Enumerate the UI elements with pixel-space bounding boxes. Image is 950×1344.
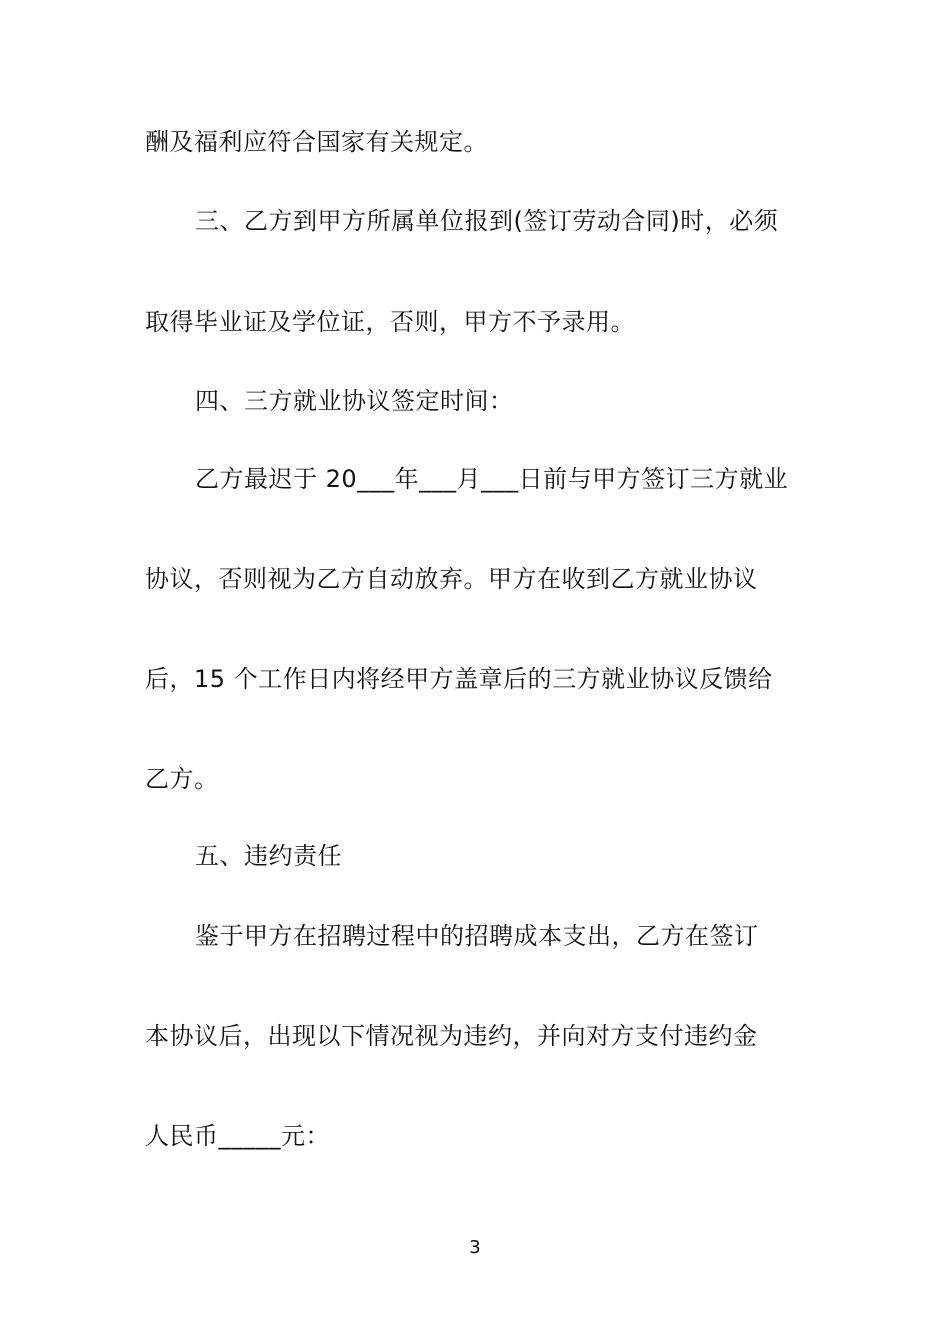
- text-line: 协议，否则视为乙方自动放弃。甲方在收到乙方就业协议: [145, 565, 758, 593]
- text-line: 三、乙方到甲方所属单位报到(签订劳动合同)时，必须: [195, 207, 779, 235]
- text-line: 本协议后，出现以下情况视为违约，并向对方支付违约金: [145, 1022, 758, 1050]
- text-line: 后，15 个工作日内将经甲方盖章后的三方就业协议反馈给: [145, 665, 773, 693]
- text-line: 乙方最迟于 20___年___月___日前与甲方签订三方就业: [195, 465, 789, 493]
- text-line: 五、违约责任: [195, 842, 342, 870]
- text-line: 鉴于甲方在招聘过程中的招聘成本支出，乙方在签订: [195, 922, 759, 950]
- page-number: 3: [469, 1237, 481, 1258]
- text-line: 四、三方就业协议签定时间：: [195, 387, 514, 415]
- text-line: 人民币_____元：: [145, 1122, 330, 1150]
- text-line: 乙方。: [145, 765, 219, 793]
- text-line: 酬及福利应符合国家有关规定。: [145, 128, 488, 156]
- text-line: 取得毕业证及学位证，否则，甲方不予录用。: [145, 308, 635, 336]
